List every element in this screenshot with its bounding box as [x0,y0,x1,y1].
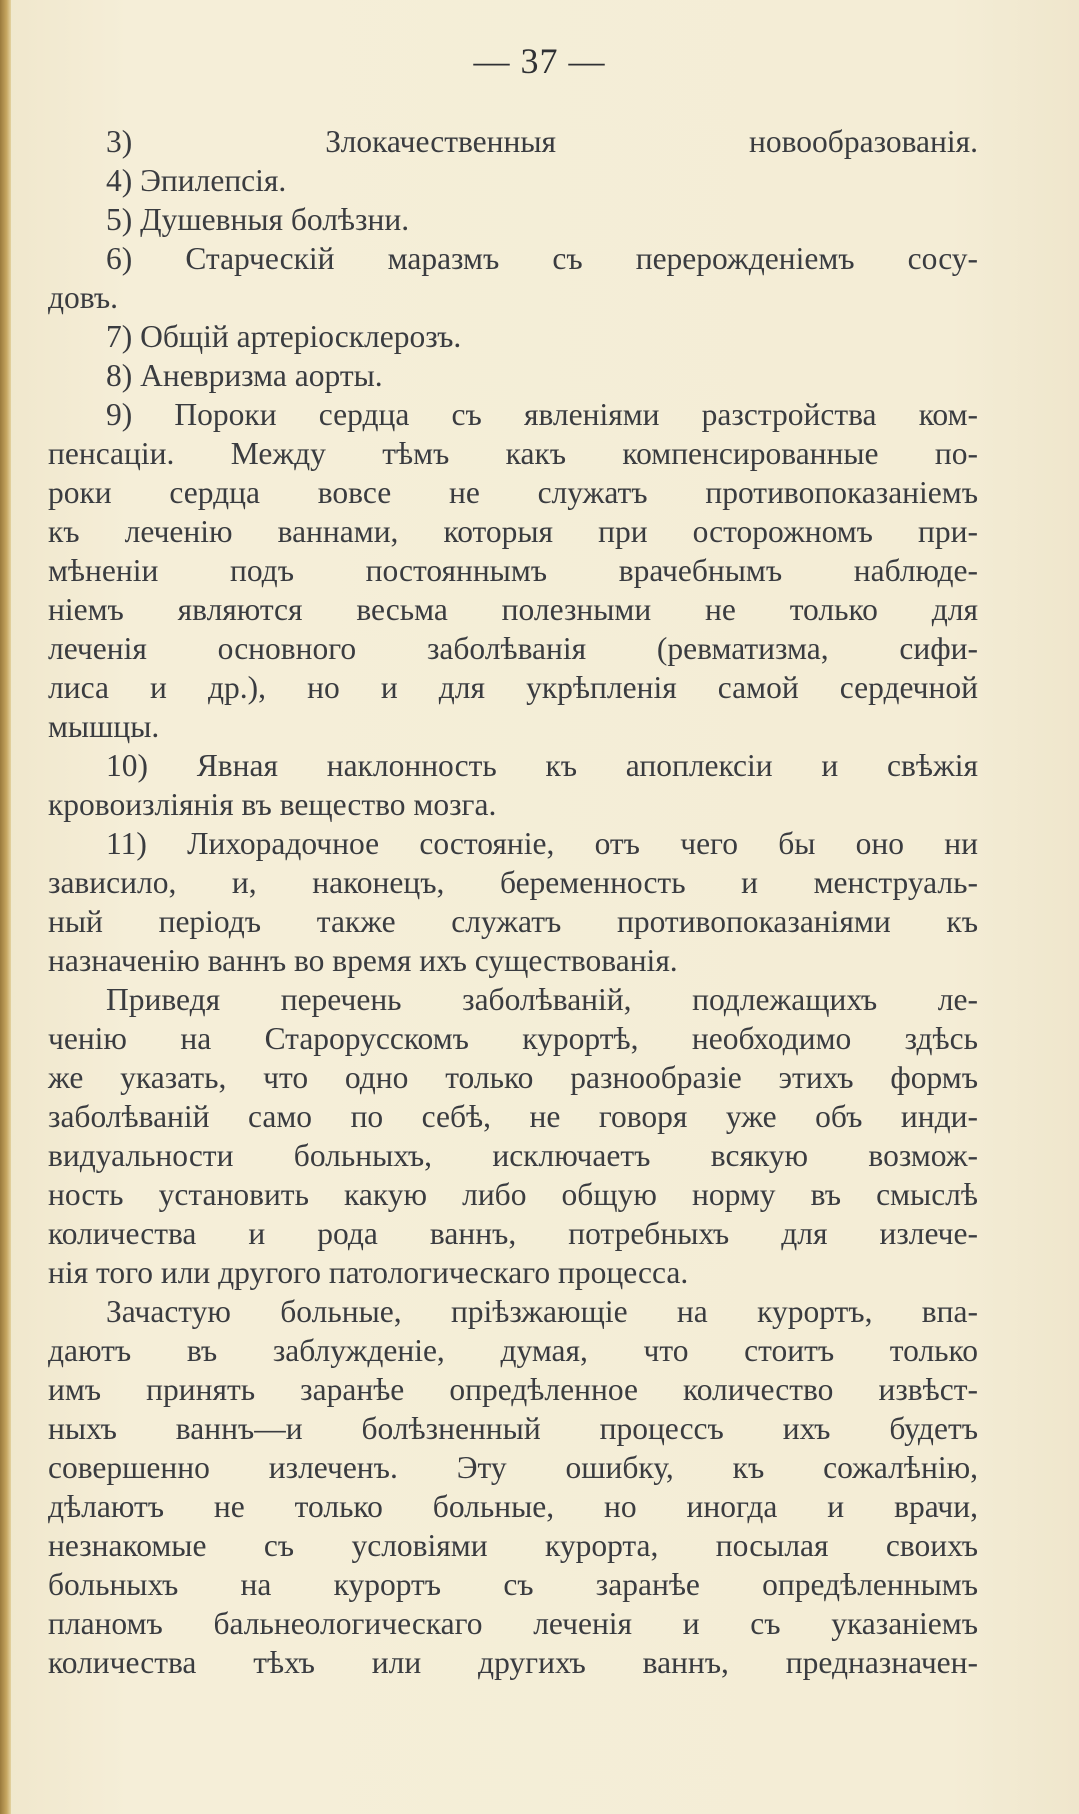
text-line: 5) Душевныя болѣзни. [106,202,410,237]
text-line: 3) Злокачественныя новообразованія. [106,124,978,159]
text-line: же указать, что одно только разнообразіе этихъ формъ [48,1060,978,1095]
text-line: ченію на Старорусскомъ курортѣ, необходимо здѣсь [48,1021,978,1056]
text-line: совершенно излеченъ. Эту ошибку, къ сожалѣнію, [48,1450,978,1485]
text-line: роки сердца вовсе не служатъ противопоказаніемъ [48,475,978,510]
text-line: ныхъ ваннъ—и болѣзненный процессъ ихъ будетъ [48,1411,978,1446]
text-line: мѣненіи подъ постояннымъ врачебнымъ наблюде- [48,553,978,588]
text-line: 8) Аневризма аорты. [106,358,383,393]
text-line: нія того или другого патологическаго процесса. [48,1255,689,1290]
text-line: видуальности больныхъ, исключаетъ всякую возмож- [48,1138,978,1173]
text-line: 10) Явная наклонность къ апоплексіи и свѣжія [106,748,978,783]
text-line: количества тѣхъ или другихъ ваннъ, предназначен- [48,1645,978,1680]
text-line: количества и рода ваннъ, потребныхъ для излече- [48,1216,978,1251]
page-number: — 37 — [473,41,606,81]
text-line: ный періодъ также служатъ противопоказаніями къ [48,904,978,939]
text-line: мышцы. [48,709,160,744]
text-line: довъ. [48,280,119,315]
text-line: назначенію ваннъ во время ихъ существованія. [48,943,678,978]
text-line: 4) Эпилепсія. [106,163,287,198]
text-line: къ леченію ваннами, которыя при осторожномъ при- [48,514,978,549]
text-line: 11) Лихорадочное состояніе, отъ чего бы оно ни [106,826,978,861]
text-line: 6) Старческій маразмъ съ перерожденіемъ сосу- [106,241,978,276]
text-line: лиса и др.), но и для укрѣпленія самой сердечной [48,670,978,705]
text-line: 9) Пороки сердца съ явленіями разстройства ком- [106,397,978,432]
text-line: 7) Общій артеріосклерозъ. [106,319,462,354]
text-line: ніемъ являются весьма полезными не только для [48,592,978,627]
text-line: Приведя перечень заболѣваній, подлежащихъ ле- [106,982,978,1017]
text-line: имъ принять заранѣе опредѣленное количество извѣст- [48,1372,978,1407]
text-line: Зачастую больные, пріѣзжающіе на курортъ, впа- [106,1294,978,1329]
text-line: дѣлаютъ не только больные, но иногда и врачи, [48,1489,978,1524]
page-binding-edge [0,0,11,1814]
text-line: незнакомые съ условіями курорта, посылая своихъ [48,1528,978,1563]
page-body-text [48,122,978,1682]
text-line: кровоизліянія въ вещество мозга. [48,787,497,822]
text-line: больныхъ на курортъ съ заранѣе опредѣленнымъ [48,1567,978,1602]
text-line: леченія основного заболѣванія (ревматизма, сифи- [48,631,978,666]
text-line: даютъ въ заблужденіе, думая, что стоитъ только [48,1333,978,1368]
text-line: пенсаціи. Между тѣмъ какъ компенсированные по- [48,436,978,471]
text-line: заболѣваній само по себѣ, не говоря уже объ инди- [48,1099,978,1134]
text-line: зависило, и, наконецъ, беременность и менструаль- [48,865,978,900]
text-line: ность установить какую либо общую норму въ смыслѣ [48,1177,978,1212]
text-line: планомъ бальнеологическаго леченія и съ указаніемъ [48,1606,978,1641]
